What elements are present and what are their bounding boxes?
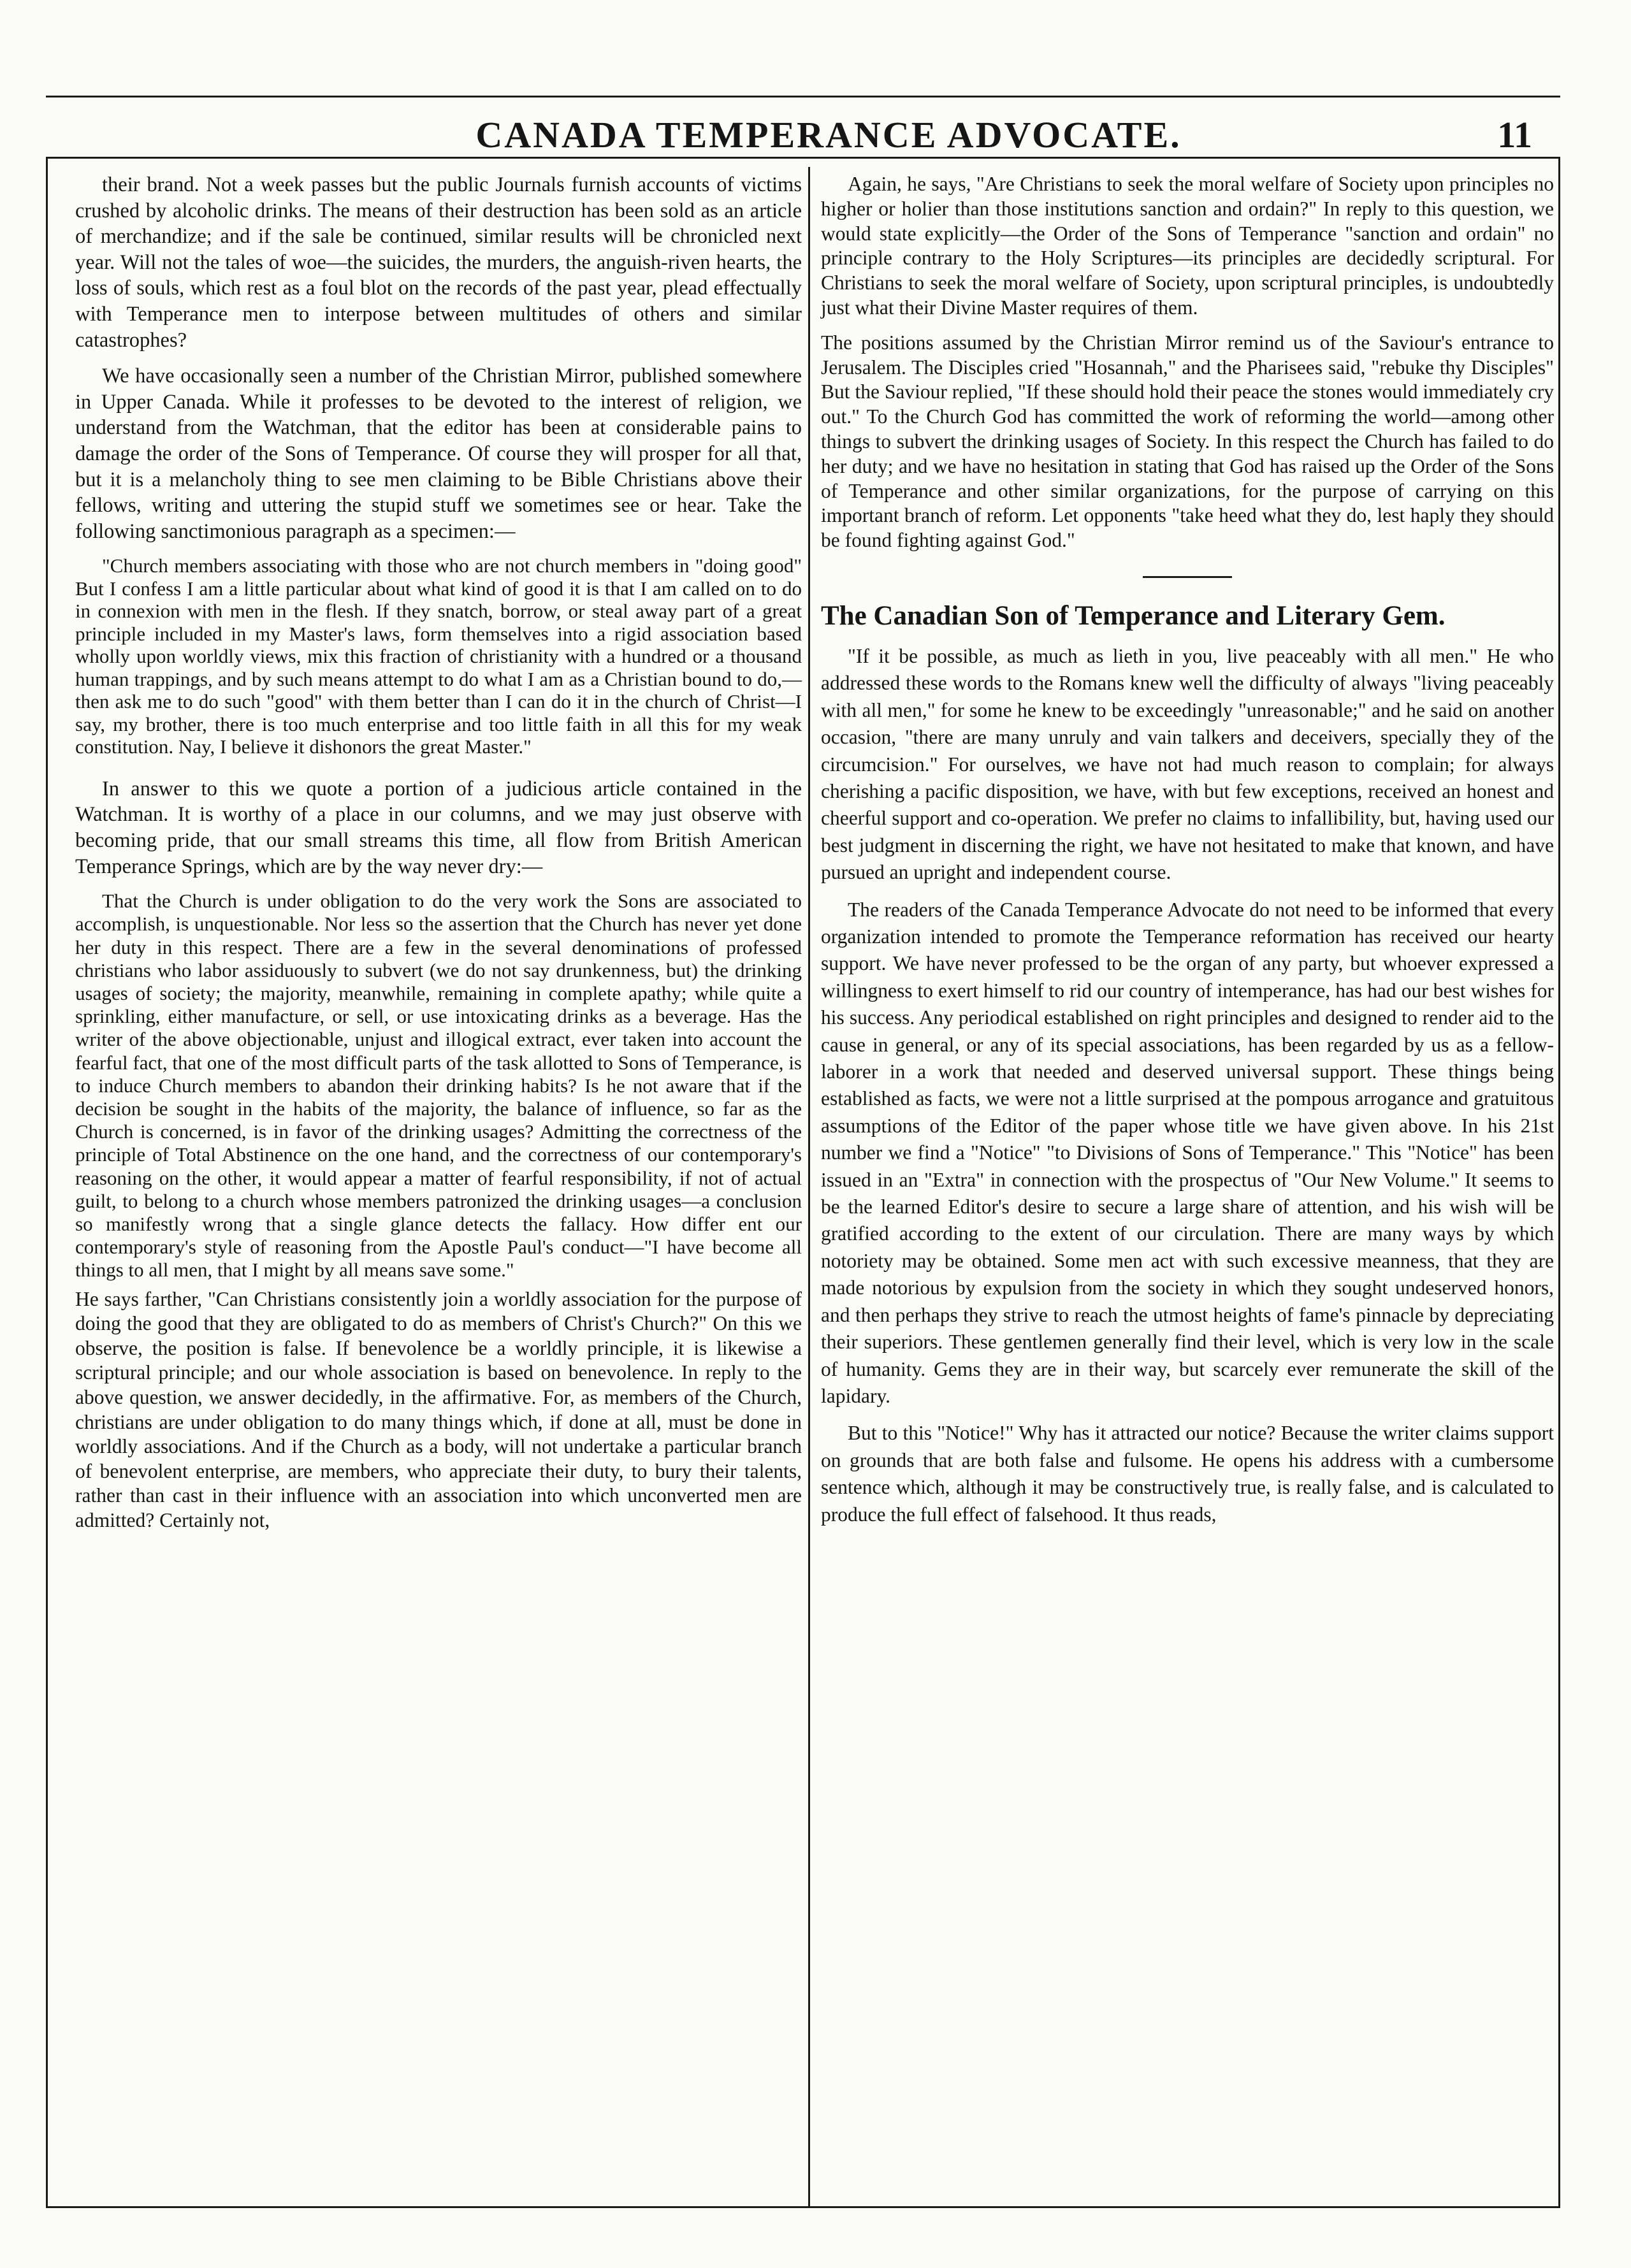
column-divider [808, 167, 810, 2206]
section-separator [1143, 576, 1232, 578]
top-rule-upper [46, 96, 1560, 98]
left-quoted-paragraph: "Church members associating with those who are not church members in "doing good" But I confess I am a little particular about what kind of good it is that I am called on to do in connexion with men in the flesh. If they snatch, borrow, or steal away part of a great principle included in my Master's laws, form themselves into a rigid association based wholly upon worldly views, mix this fraction of christianity with a hundred or a thousand human trappings, and by such means attempt to do what I am as a Christian bound to do,—then ask me to do such "good" with them better than I can do it in the church of Christ—I say, my brother, there is too much enterprise and too little faith in all this for my weak constitution. Nay, I believe it dishonors the great Master." [75, 554, 802, 758]
left-paragraph-1: their brand. Not a week passes but the public Journals furnish accounts of victims crushed by alcoholic drinks. The means of their destruction has been sold as an article of merchandize; and if the sale be continued, similar results will be chronicled next year. Will not the tales of woe—the suicides, the murders, the anguish-riven hearts, the loss of souls, which rest as a foul blot on the records of the past year, plead effectually with Temperance men to interpose between multitudes of others and similar catastrophes? [75, 173, 802, 352]
right-paragraph-1: Again, he says, "Are Christians to seek the moral welfare of Society upon principles no higher or holier than those institutions sanction and ordain?" In reply to this question, we would state explicitly—the Order of the Sons of Temperance "sanction and ordain" no principle contrary to the Holy Scriptures—its principles are decidedly scriptural. For Christians to seek the moral welfare of Society, upon scriptural principles, is undoubtedly just what their Divine Master requires of them. [821, 173, 1554, 319]
left-quoted-watchman-extract: That the Church is under obligation to do the very work the Sons are associated to accomplish, is unquestionable. Nor less so the assertion that the Church has never yet done her duty in this respect. There are a few in the several denominations of professed christians who labor assiduously to subvert (we do not say drunkenness, but) the drinking usages of society; the majority, meanwhile, remaining in complete apathy; while quite a sprinkling, either manufacture, or sell, or use intoxicating drinks as a beverage. Has the writer of the above objectionable, unjust and illogical extract, ever taken into account the fearful fact, that one of the most difficult parts of the task allotted to Sons of Temperance, is to induce Church members to abandon their drinking habits? Is he not aware that if the decision be sought in the habits of the majority, the balance of influence, so far as the Church is concerned, is in favor of the drinking usages? Admitting the correctness of the principle of Total Abstinence on the one hand, and the correctness of our contemporary's reasoning on the other, it would appear a matter of fearful responsibility, if not of actual guilt, to belong to a church whose members patronized the drinking usages—a conclusion so manifestly wrong that a single glance detects the fallacy. How differ ent our contemporary's style of reasoning from the Apostle Paul's conduct—"I have become all things to all men, that I might by all means save some." [75, 890, 802, 1282]
right-paragraph-3: "If it be possible, as much as lieth in you, live peaceably with all men." He who addressed these words to the Romans knew well the difficulty of always "living peaceably with all men," for some he knew to be exceedingly "unreasonable;" and he said on another occasion, "there are many unruly and vain talkers and deceivers, specially they of the circumcision." For ourselves, we have not had much reason to complain; for always cherishing a pacific disposition, we have, with but few exceptions, received an honest and cheerful support and co-operation. We prefer no claims to infallibility, but, having used our best judgment in discerning the right, we have not hesitated to make that known, and have pursued an upright and independent course. [821, 644, 1554, 884]
page-header-title: CANADA TEMPERANCE ADVOCATE. [475, 114, 1182, 155]
left-paragraph-4: In answer to this we quote a portion of a judicious article contained in the Watchman. It is worthy of a place in our columns, and we may just observe with becoming pride, that our small streams this time, all flow from British American Temperance Springs, which are by the way never dry:— [75, 777, 802, 878]
right-paragraph-5: But to this "Notice!" Why has it attracted our notice? Because the writer claims support on grounds that are both false and fulsome. He opens his address with a cumbersome sentence which, although it may be constructively true, is really false, and is calculated to produce the full effect of falsehood. It thus reads, [821, 1422, 1554, 1526]
left-paragraph-6: He says farther, "Can Christians consistently join a worldly association for the purpose of doing the good that they are obligated to do as members of Christ's Church?" On this we observe, the position is false. If benevolence be a worldly principle, it is likewise a scriptural principle; and our whole association is based on benevolence. In reply to the above question, we answer decidedly, in the affirmative. For, as members of the Church, christians are under obligation to do many things which, if done at all, must be done in worldly associations. And if the Church as a body, will not undertake a particular branch of benevolent enterprise, are members, who appreciate their duty, to bury their talents, rather than cast in their influence with an association into which unconverted men are admitted? Certainly not, [75, 1287, 802, 1531]
page-number: 11 [1497, 114, 1532, 155]
left-paragraph-2: We have occasionally seen a number of the Christian Mirror, published somewhere in Upper Canada. While it professes to be devoted to the interest of religion, we understand from the Watchman, that the editor has been at considerable pains to damage the order of the Sons of Temperance. Of course they will prosper for all that, but it is a melancholy thing to see men claiming to be Bible Christians above their fellows, writing and uttering the stupid stuff we sometimes see or hear. Take the following sanctimonious paragraph as a specimen:— [75, 365, 802, 543]
right-paragraph-4: The readers of the Canada Temperance Advocate do not need to be informed that every organization intended to promote the Temperance reformation has received our hearty support. We have never professed to be the organ of any party, but whoever expressed a willingness to exert himself to rid our country of intemperance, has had our best wishes for his success. Any periodical established on right principles and designed to render aid to the cause in general, or any of its special associations, has been regarded by us as a fellow-laborer in a work that needed and deserved universal support. These things being established as facts, we were not a little surprised at the pompous arrogance and gratuitous assumptions of the Editor of the paper whose title we have given above. In his 21st number we find a "Notice" "to Divisions of Sons of Temperance." This "Notice" has been issued in an "Extra" in connection with the prospectus of "Our New Volume." It seems to be the learned Editor's desire to secure a large share of attention, and his wish will be gratified according to the extent of our circulation. There are many ways by which notoriety may be obtained. Some men act with such excessive meanness, that they are made notorious by expulsion from the society in which they sought undeserved honors, and then perhaps they strive to reach the utmost heights of fame's pinnacle by depreciating their superiors. These gentlemen generally find their level, which is very low in the scale of humanity. Gems they are in their way, but scarcely ever remunerate the skill of the lapidary. [821, 898, 1554, 1407]
left-column [75, 172, 802, 1538]
right-column [821, 172, 1554, 1538]
article-heading: The Canadian Son of Temperance and Literary Gem. [821, 600, 1446, 631]
right-paragraph-2: The positions assumed by the Christian Mirror remind us of the Saviour's entrance to Jerusalem. The Disciples cried "Hosannah," and the Pharisees said, "rebuke thy Disciples" But the Saviour replied, "If these should hold their peace the stones would immediately cry out." To the Church God has committed the work of reforming the world—among other things to subvert the drinking usages of Society. In this respect the Church has failed to do her duty; and we have no hesitation in stating that God has raised up the Order of the Sons of Temperance and other similar organizations, for the purpose of carrying on this important branch of reform. Let opponents "take heed what they do, lest haply they should be found fighting against God." [821, 331, 1554, 552]
